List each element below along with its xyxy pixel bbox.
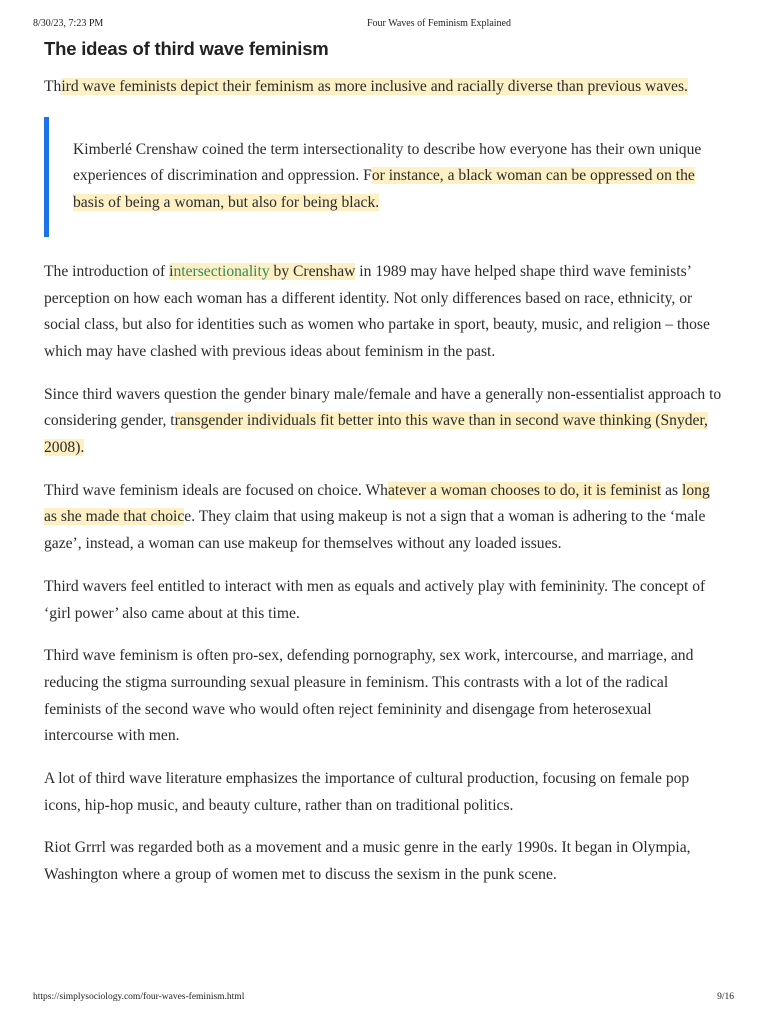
text-run: The introduction of: [44, 262, 170, 280]
section-heading: The ideas of third wave feminism: [44, 38, 329, 59]
text-run: in 1989 may have helped shape third wave feminists’ perception on how each woman has a different identity. Not only differences based on race, ethnicity, or social class, but also for identities such as women who partake in sport, beauty, music, and religion – those which may have clashed with previous ideas about feminism in the past.: [44, 262, 710, 360]
paragraph-girl-power: Third wavers feel entitled to interact with men as equals and actively play with femininity. The concept of ‘girl power’ also came about at this time.: [44, 577, 706, 622]
highlighted-text: long as she made that choic: [44, 481, 710, 526]
print-datetime: 8/30/23, 7:23 PM: [33, 18, 104, 29]
article-content: [44, 38, 724, 905]
highlighted-text: [169, 263, 355, 280]
text-run: i: [169, 262, 174, 280]
paragraph-cultural-production: A lot of third wave literature emphasizes the importance of cultural production, focusing on female pop icons, hip-hop music, and beauty culture, rather than on traditional politics.: [44, 770, 690, 814]
paragraph-pro-sex: Third wave feminism is often pro-sex, defending pornography, sex work, intercourse, and marriage, and reducing the stigma surrounding sexual pleasure in feminism. This contrasts with a lot of the radical feminists of the second wave who would often reject femininity and disengage from heterosexual intercourse with men.: [44, 647, 694, 745]
intersectionality-link[interactable]: ntersectionality: [173, 262, 270, 280]
highlighted-text: atever a woman chooses to do, it is feminist: [387, 481, 662, 499]
print-footer: [0, 992, 768, 1006]
quote-text: [73, 137, 724, 217]
text-run: as: [661, 481, 683, 499]
highlighted-text: ird wave feminists depict their feminism as more inclusive and racially diverse than previous waves.: [61, 78, 688, 95]
text-run: by Crenshaw: [269, 262, 356, 280]
text-run: Th: [44, 78, 62, 95]
highlighted-text: or instance, a black woman can be oppressed on the basis of being a woman, but also for being black.: [73, 167, 695, 212]
paragraph-riot-grrrl: Riot Grrrl was regarded both as a movement and a music genre in the early 1990s. It began in Olympia, Washington where a group of women met to discuss the sexism in the punk scene.: [44, 839, 691, 884]
highlighted-text: ransgender individuals fit better into this wave than in second wave thinking (Snyder, 2008).: [44, 412, 708, 457]
print-page-title: Four Waves of Feminism Explained: [367, 18, 511, 29]
paragraph-choice: [44, 478, 724, 558]
paragraph-intro: [44, 74, 724, 101]
print-header: [0, 18, 768, 32]
text-run: e. They claim that using makeup is not a sign that a woman is adhering to the ‘male gaze’, instead, a woman can use makeup for themselves without any loaded issues.: [44, 508, 706, 553]
text-run: Third wave feminism ideals are focused on choice. Wh: [44, 481, 388, 499]
page-number: 9/16: [717, 992, 734, 1002]
text-run: Kimberlé Crenshaw coined the term intersectionality to describe how everyone has their own unique experiences of discrimination and oppression. F: [73, 140, 702, 185]
text-run: Since third wavers question the gender binary male/female and have a generally non-essentialist approach to considering gender, t: [44, 385, 722, 430]
blockquote: [44, 117, 724, 237]
paragraph-intersectionality: [44, 259, 724, 366]
paragraph-gender-binary: [44, 382, 724, 462]
print-url: https://simplysociology.com/four-waves-feminism.html: [33, 992, 245, 1002]
